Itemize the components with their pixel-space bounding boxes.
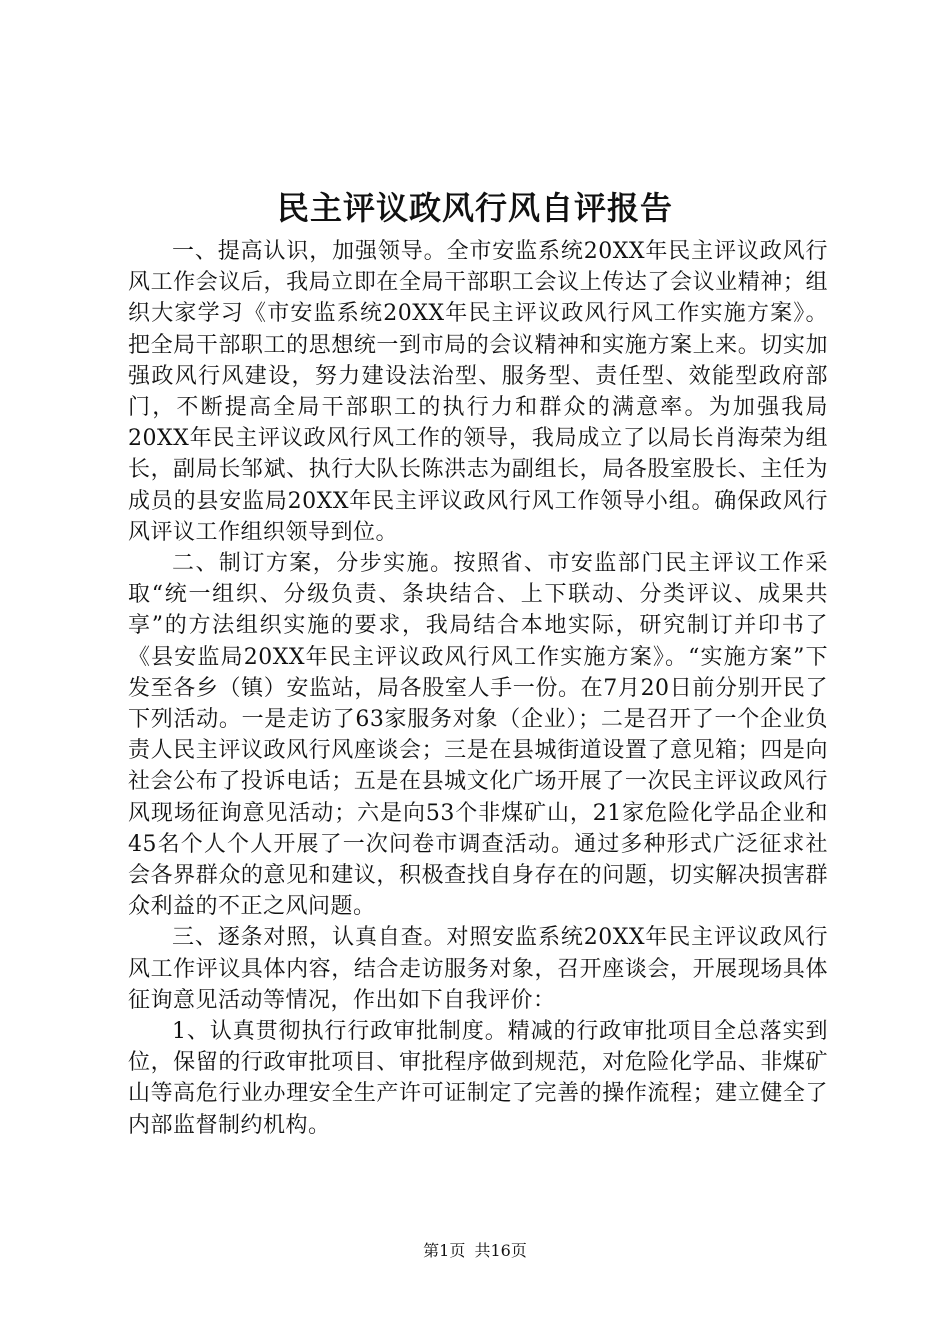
document-body (128, 236, 828, 1141)
page-footer (0, 1241, 950, 1261)
paragraph-section-2: 二、制订方案，分步实施。按照省、市安监部门民主评议工作采取“统一组织、分级负责、条块结合、上下联动、分类评议、成果共享”的方法组织实施的要求，我局结合本地实际，研究制订并印书了《县安监局20XX年民主评议政风行风工作实施方案》。“实施方案”下发至各乡（镇）安监站，局各股室人手一份。在7月20日前分别开民了下列活动。一是走访了63家服务对象（企业）；二是召开了一个企业负责人民主评议政风行风座谈会；三是在县城街道设置了意见箱；四是向社会公布了投诉电话；五是在县城文化广场开展了一次民主评议政风行风现场征询意见活动；六是向53个非煤矿山，21家危险化学品企业和45名个人个人开展了一次问卷市调查活动。通过多种形式广泛征求社会各界群众的意见和建议，积极查找自身存在的问题，切实解决损害群众利益的不正之风问题。 (128, 551, 828, 920)
paragraph-section-3: 三、逐条对照，认真自查。对照安监系统20XX年民主评议政风行风工作评议具体内容，结合走访服务对象，召开座谈会，开展现场具体征询意见活动等情况，作出如下自我评价： (128, 925, 828, 1013)
page-total: 共16页 (474, 1241, 527, 1260)
paragraph-section-1: 一、提高认识，加强领导。全市安监系统20XX年民主评议政风行风工作会议后，我局立即在全局干部职工会议上传达了会议业精神；组织大家学习《市安监系统20XX年民主评议政风行风工作实施方案》。把全局干部职工的思想统一到市局的会议精神和实施方案上来。切实加强政风行风建设，努力建设法治型、服务型、责任型、效能型政府部门，不断提高全局干部职工的执行力和群众的满意率。为加强我局20XX年民主评议政风行风工作的领导，我局成立了以局长肖海荣为组长，副局长邹斌、执行大队长陈洪志为副组长，局各股室股长、主任为成员的县安监局20XX年民主评议政风行风工作领导小组。确保政风行风评议工作组织领导到位。 (128, 239, 828, 545)
paragraph-item-1: 1、认真贯彻执行行政审批制度。精减的行政审批项目全总落实到位，保留的行政审批项目、审批程序做到规范，对危险化学品、非煤矿山等高危行业办理安全生产许可证制定了完善的操作流程；建立健全了内部监督制约机构。 (128, 1019, 828, 1138)
document-title: 民主评议政风行风自评报告 (276, 189, 673, 227)
page-number: 第1页 (423, 1241, 466, 1260)
